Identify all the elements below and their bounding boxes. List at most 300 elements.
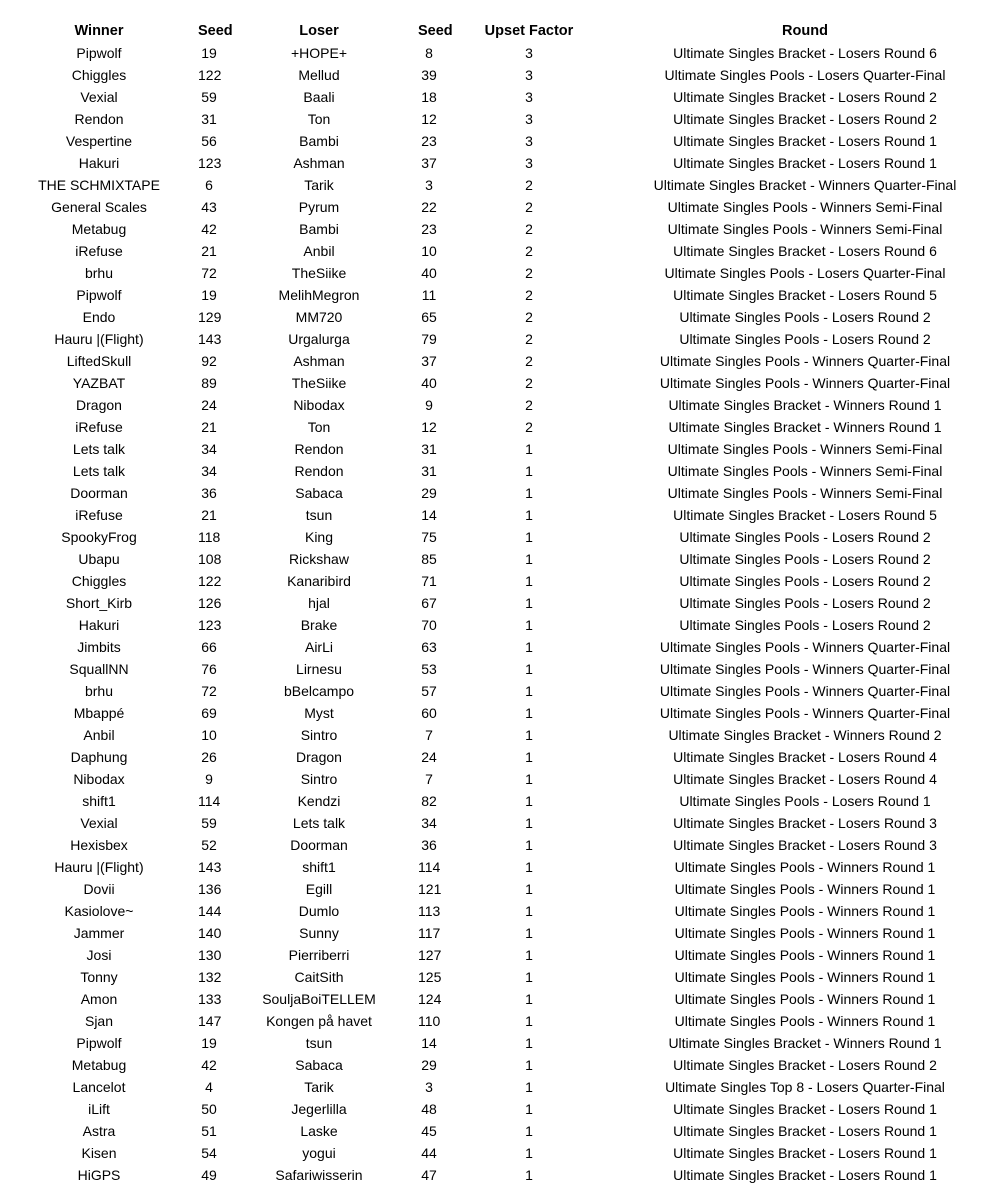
winner-cell: SquallNN: [69, 661, 129, 677]
loser-seed-cell: 34: [421, 815, 437, 831]
upset-factor-cell: 1: [525, 617, 533, 633]
winner-cell: iLift: [88, 1101, 110, 1117]
loser-seed-cell: 31: [421, 463, 437, 479]
loser-cell: Brake: [300, 617, 338, 633]
winner-seed-cell: 34: [201, 463, 217, 479]
upset-factor-cell: 1: [525, 573, 533, 589]
round-cell: Ultimate Singles Pools - Winners Quarter-Final: [659, 661, 951, 677]
winner-cell: Anbil: [83, 727, 115, 743]
loser-cell: Rickshaw: [289, 551, 349, 567]
round-cell: Ultimate Singles Bracket - Losers Round 1: [673, 1167, 937, 1183]
loser-seed-cell: 82: [421, 793, 437, 809]
loser-cell: Anbil: [303, 243, 335, 259]
round-cell: Ultimate Singles Bracket - Winners Round 2: [668, 727, 942, 743]
table-row: [0, 42, 992, 64]
table-row: [0, 702, 992, 724]
winner-cell: Rendon: [74, 111, 124, 127]
winner-seed-cell: 130: [198, 947, 222, 963]
table-row: [0, 724, 992, 746]
upset-factor-cell: 2: [525, 221, 533, 237]
table-row: [0, 966, 992, 988]
round-cell: Ultimate Singles Bracket - Losers Round 5: [673, 287, 937, 303]
winner-cell: Lets talk: [72, 463, 126, 479]
table-row: [0, 372, 992, 394]
upset-factor-cell: 1: [525, 1145, 533, 1161]
loser-seed-cell: 48: [421, 1101, 437, 1117]
round-cell: Ultimate Singles Bracket - Losers Round 4: [673, 771, 937, 787]
upset-factor-cell: 1: [525, 1035, 533, 1051]
upset-factor-cell: 1: [525, 529, 533, 545]
loser-seed-cell: 22: [421, 199, 437, 215]
loser-cell: Pierriberri: [288, 947, 350, 963]
table-row: [0, 438, 992, 460]
loser-seed-cell: 113: [418, 903, 441, 919]
table-row: [0, 988, 992, 1010]
round-cell: Ultimate Singles Pools - Winners Quarter-Final: [659, 375, 951, 391]
table-body: [0, 42, 992, 1186]
winner-cell: Metabug: [71, 1057, 127, 1073]
winner-seed-cell: 69: [201, 705, 217, 721]
loser-cell: Ashman: [293, 155, 345, 171]
upset-factor-cell: 2: [525, 397, 533, 413]
winner-seed-cell: 76: [201, 661, 217, 677]
round-cell: Ultimate Singles Pools - Winners Quarter-Final: [659, 639, 951, 655]
round-cell: Ultimate Singles Pools - Winners Quarter-Final: [659, 353, 951, 369]
table-row: [0, 284, 992, 306]
winner-seed-cell: 56: [201, 133, 217, 149]
winner-cell: brhu: [84, 683, 114, 699]
loser-seed-cell: 23: [421, 221, 437, 237]
winner-cell: Dovii: [83, 881, 115, 897]
loser-cell: Pyrum: [298, 199, 340, 215]
loser-cell: Kendzi: [297, 793, 341, 809]
winner-cell: Pipwolf: [76, 1035, 122, 1051]
winner-seed-cell: 72: [201, 683, 217, 699]
loser-seed-cell: 23: [421, 133, 437, 149]
loser-cell: Nibodax: [293, 397, 345, 413]
table-row: [0, 240, 992, 262]
winner-cell: Endo: [82, 309, 116, 325]
loser-cell: Dragon: [296, 749, 342, 765]
round-cell: Ultimate Singles Pools - Winners Round 1: [674, 859, 936, 875]
round-cell: Ultimate Singles Top 8 - Losers Quarter-Final: [665, 1079, 945, 1095]
loser-cell: Jegerlilla: [291, 1101, 347, 1117]
loser-seed-cell: 121: [418, 881, 442, 897]
header-winner-seed: Seed: [198, 23, 233, 39]
table-row: [0, 680, 992, 702]
winner-seed-cell: 108: [198, 551, 222, 567]
loser-seed-cell: 53: [421, 661, 437, 677]
upset-factor-cell: 1: [525, 639, 533, 655]
loser-cell: Lets talk: [292, 815, 346, 831]
loser-seed-cell: 124: [418, 991, 442, 1007]
upset-factor-cell: 1: [525, 837, 533, 853]
winner-seed-cell: 19: [201, 1035, 217, 1051]
upset-factor-cell: 1: [525, 1123, 533, 1139]
loser-cell: Baali: [303, 89, 335, 105]
round-cell: Ultimate Singles Bracket - Losers Round 3: [673, 837, 937, 853]
upset-factor-cell: 1: [525, 1057, 533, 1073]
winner-seed-cell: 114: [198, 793, 221, 809]
winner-cell: Chiggles: [71, 67, 127, 83]
round-cell: Ultimate Singles Bracket - Losers Round 1: [673, 1145, 937, 1161]
round-cell: Ultimate Singles Pools - Losers Round 2: [679, 551, 931, 567]
loser-cell: tsun: [305, 1035, 333, 1051]
loser-cell: Doorman: [290, 837, 348, 853]
winner-seed-cell: 92: [201, 353, 217, 369]
loser-cell: Mellud: [298, 67, 340, 83]
upset-factor-cell: 1: [525, 727, 533, 743]
winner-cell: Nibodax: [73, 771, 125, 787]
table-row: [0, 548, 992, 570]
winner-seed-cell: 132: [198, 969, 222, 985]
upset-factor-cell: 2: [525, 375, 533, 391]
winner-cell: Vexial: [80, 89, 118, 105]
loser-seed-cell: 70: [421, 617, 437, 633]
table-row: [0, 856, 992, 878]
table-row: [0, 416, 992, 438]
upset-factor-cell: 1: [525, 661, 533, 677]
round-cell: Ultimate Singles Pools - Losers Round 2: [679, 617, 931, 633]
winner-seed-cell: 136: [198, 881, 222, 897]
winner-cell: Amon: [80, 991, 118, 1007]
loser-cell: Sintro: [300, 771, 338, 787]
loser-seed-cell: 114: [418, 859, 441, 875]
header-winner: Winner: [74, 23, 124, 39]
table-row: [0, 1010, 992, 1032]
loser-seed-cell: 110: [418, 1013, 441, 1029]
loser-cell: AirLi: [304, 639, 333, 655]
winner-cell: YAZBAT: [72, 375, 126, 391]
loser-seed-cell: 10: [421, 243, 437, 259]
upset-factor-cell: 2: [525, 199, 533, 215]
table-row: [0, 86, 992, 108]
loser-seed-cell: 8: [425, 45, 433, 61]
table-row: [0, 174, 992, 196]
loser-seed-cell: 9: [425, 397, 433, 413]
winner-cell: Lets talk: [72, 441, 126, 457]
loser-seed-cell: 79: [421, 331, 437, 347]
loser-cell: Safariwisserin: [275, 1167, 363, 1183]
round-cell: Ultimate Singles Bracket - Losers Round 1: [673, 133, 937, 149]
loser-seed-cell: 14: [421, 1035, 437, 1051]
winner-seed-cell: 19: [201, 287, 217, 303]
winner-seed-cell: 123: [198, 617, 222, 633]
loser-seed-cell: 85: [421, 551, 437, 567]
table-row: [0, 328, 992, 350]
loser-cell: MM720: [295, 309, 343, 325]
winner-seed-cell: 21: [201, 243, 217, 259]
round-cell: Ultimate Singles Pools - Losers Round 2: [679, 309, 931, 325]
loser-cell: CaitSith: [294, 969, 344, 985]
loser-cell: Ton: [307, 111, 331, 127]
loser-cell: +HOPE+: [290, 45, 348, 61]
winner-seed-cell: 21: [201, 507, 217, 523]
upset-factor-cell: 1: [525, 925, 533, 941]
winner-seed-cell: 31: [201, 111, 217, 127]
loser-seed-cell: 67: [421, 595, 437, 611]
table-row: [0, 812, 992, 834]
round-cell: Ultimate Singles Bracket - Losers Round 4: [673, 749, 937, 765]
loser-seed-cell: 29: [421, 485, 437, 501]
loser-seed-cell: 12: [421, 419, 437, 435]
winner-cell: Tonny: [80, 969, 118, 985]
round-cell: Ultimate Singles Bracket - Losers Round 2: [673, 89, 937, 105]
round-cell: Ultimate Singles Pools - Losers Quarter-Final: [664, 265, 946, 281]
upset-factor-cell: 2: [525, 331, 533, 347]
winner-seed-cell: 143: [198, 331, 222, 347]
round-cell: Ultimate Singles Bracket - Winners Round 1: [668, 397, 942, 413]
winner-cell: Doorman: [70, 485, 128, 501]
winner-seed-cell: 143: [198, 859, 222, 875]
loser-seed-cell: 29: [421, 1057, 437, 1073]
loser-cell: bBelcampo: [283, 683, 355, 699]
round-cell: Ultimate Singles Pools - Winners Round 1: [674, 881, 936, 897]
upset-factor-cell: 3: [525, 89, 533, 105]
round-cell: Ultimate Singles Pools - Winners Semi-Final: [667, 441, 943, 457]
winner-cell: Vexial: [80, 815, 118, 831]
upset-factor-cell: 1: [525, 749, 533, 765]
table-row: [0, 746, 992, 768]
loser-seed-cell: 7: [425, 727, 433, 743]
upset-factor-cell: 1: [525, 903, 533, 919]
loser-cell: SouljaBoiTELLEM: [262, 991, 376, 1007]
header-round: Round: [782, 23, 828, 39]
upset-factor-cell: 2: [525, 419, 533, 435]
round-cell: Ultimate Singles Bracket - Losers Round 2: [673, 1057, 937, 1073]
loser-cell: Laske: [300, 1123, 338, 1139]
winner-cell: Hauru |(Flight): [54, 859, 144, 875]
table-row: [0, 394, 992, 416]
round-cell: Ultimate Singles Bracket - Losers Round 6: [673, 243, 937, 259]
winner-seed-cell: 144: [198, 903, 222, 919]
loser-cell: MelihMegron: [278, 287, 360, 303]
winner-cell: THE SCHMIXTAPE: [38, 177, 160, 193]
winner-seed-cell: 72: [201, 265, 217, 281]
winner-seed-cell: 52: [201, 837, 217, 853]
table-row: [0, 526, 992, 548]
round-cell: Ultimate Singles Pools - Winners Semi-Final: [667, 463, 943, 479]
loser-seed-cell: 18: [421, 89, 437, 105]
table-row: [0, 108, 992, 130]
loser-seed-cell: 44: [421, 1145, 437, 1161]
loser-cell: Sintro: [300, 727, 338, 743]
round-cell: Ultimate Singles Bracket - Losers Round 2: [673, 111, 937, 127]
winner-cell: iRefuse: [75, 507, 123, 523]
upset-factor-cell: 3: [525, 45, 533, 61]
winner-seed-cell: 42: [201, 1057, 217, 1073]
loser-cell: Bambi: [299, 133, 339, 149]
table-row: [0, 834, 992, 856]
winner-seed-cell: 49: [201, 1167, 217, 1183]
winner-cell: Pipwolf: [76, 45, 122, 61]
loser-seed-cell: 45: [421, 1123, 437, 1139]
loser-cell: yogui: [302, 1145, 336, 1161]
table-row: [0, 306, 992, 328]
loser-cell: Bambi: [299, 221, 339, 237]
winner-seed-cell: 59: [201, 89, 217, 105]
loser-cell: shift1: [302, 859, 336, 875]
loser-cell: Ashman: [293, 353, 345, 369]
upset-factor-cell: 1: [525, 1167, 533, 1183]
table-row: [0, 152, 992, 174]
loser-seed-cell: 40: [421, 265, 437, 281]
header-upset-factor: Upset Factor: [484, 23, 574, 39]
upset-factor-cell: 1: [525, 1079, 533, 1095]
table-row: [0, 1098, 992, 1120]
table-row: [0, 790, 992, 812]
upset-factor-cell: 1: [525, 1013, 533, 1029]
loser-cell: Tarik: [304, 1079, 334, 1095]
upset-factor-cell: 1: [525, 485, 533, 501]
upset-factor-cell: 1: [525, 595, 533, 611]
winner-seed-cell: 21: [201, 419, 217, 435]
loser-seed-cell: 36: [421, 837, 437, 853]
loser-seed-cell: 71: [421, 573, 437, 589]
loser-cell: hjal: [308, 595, 330, 611]
loser-seed-cell: 47: [421, 1167, 437, 1183]
winner-cell: Hakuri: [78, 155, 120, 171]
loser-seed-cell: 60: [421, 705, 437, 721]
table-row: [0, 1164, 992, 1186]
round-cell: Ultimate Singles Pools - Losers Round 2: [679, 595, 931, 611]
winner-seed-cell: 66: [201, 639, 217, 655]
upset-factor-cell: 2: [525, 243, 533, 259]
round-cell: Ultimate Singles Pools - Losers Round 2: [679, 573, 931, 589]
header-row: [0, 20, 992, 42]
winner-cell: Ubapu: [78, 551, 120, 567]
winner-seed-cell: 26: [201, 749, 217, 765]
winner-cell: iRefuse: [75, 419, 123, 435]
loser-cell: TheSiike: [291, 375, 347, 391]
upset-factor-cell: 1: [525, 463, 533, 479]
upset-factor-cell: 1: [525, 815, 533, 831]
winner-seed-cell: 129: [198, 309, 222, 325]
winner-seed-cell: 54: [201, 1145, 217, 1161]
round-cell: Ultimate Singles Pools - Losers Round 2: [679, 331, 931, 347]
round-cell: Ultimate Singles Pools - Winners Round 1: [674, 903, 936, 919]
winner-cell: Kasiolove~: [64, 903, 134, 919]
winner-cell: SpookyFrog: [61, 529, 137, 545]
loser-cell: Sabaca: [295, 485, 343, 501]
loser-cell: Tarik: [304, 177, 334, 193]
table-row: [0, 768, 992, 790]
winner-seed-cell: 118: [198, 529, 221, 545]
winner-seed-cell: 36: [201, 485, 217, 501]
winner-cell: shift1: [82, 793, 116, 809]
table-row: [0, 1054, 992, 1076]
upset-factor-cell: 1: [525, 969, 533, 985]
round-cell: Ultimate Singles Pools - Winners Semi-Final: [667, 221, 943, 237]
winner-cell: Kisen: [81, 1145, 117, 1161]
upset-factor-cell: 1: [525, 441, 533, 457]
table-row: [0, 1142, 992, 1164]
round-cell: Ultimate Singles Bracket - Losers Round 1: [673, 1101, 937, 1117]
winner-cell: Hauru |(Flight): [54, 331, 144, 347]
loser-seed-cell: 37: [421, 155, 437, 171]
winner-seed-cell: 50: [201, 1101, 217, 1117]
winner-cell: Metabug: [71, 221, 127, 237]
round-cell: Ultimate Singles Pools - Winners Round 1: [674, 925, 936, 941]
table-row: [0, 900, 992, 922]
table-row: [0, 196, 992, 218]
loser-cell: Myst: [304, 705, 334, 721]
round-cell: Ultimate Singles Pools - Winners Round 1: [674, 947, 936, 963]
loser-seed-cell: 57: [421, 683, 437, 699]
upset-factor-cell: 1: [525, 991, 533, 1007]
table-row: [0, 570, 992, 592]
loser-seed-cell: 125: [418, 969, 442, 985]
loser-seed-cell: 12: [421, 111, 437, 127]
loser-seed-cell: 63: [421, 639, 437, 655]
table-row: [0, 218, 992, 240]
loser-cell: Kanaribird: [287, 573, 351, 589]
loser-cell: King: [304, 529, 334, 545]
winner-cell: Dragon: [76, 397, 122, 413]
winner-seed-cell: 133: [198, 991, 222, 1007]
round-cell: Ultimate Singles Pools - Losers Round 2: [679, 529, 931, 545]
round-cell: Ultimate Singles Bracket - Losers Round 3: [673, 815, 937, 831]
winner-seed-cell: 34: [201, 441, 217, 457]
winner-seed-cell: 9: [205, 771, 213, 787]
winner-cell: Jimbits: [77, 639, 121, 655]
table-row: [0, 350, 992, 372]
table-row: [0, 944, 992, 966]
table-row: [0, 878, 992, 900]
winner-cell: Josi: [86, 947, 112, 963]
winner-cell: General Scales: [51, 199, 147, 215]
upset-factor-cell: 1: [525, 705, 533, 721]
table-row: [0, 658, 992, 680]
upset-factor-cell: 1: [525, 507, 533, 523]
upset-factor-cell: 3: [525, 155, 533, 171]
table-row: [0, 64, 992, 86]
loser-seed-cell: 65: [421, 309, 437, 325]
winner-cell: Hexisbex: [70, 837, 128, 853]
winner-seed-cell: 51: [201, 1123, 217, 1139]
round-cell: Ultimate Singles Bracket - Winners Round 1: [668, 419, 942, 435]
winner-seed-cell: 123: [198, 155, 222, 171]
winner-cell: Lancelot: [72, 1079, 126, 1095]
table-row: [0, 460, 992, 482]
loser-seed-cell: 11: [421, 287, 437, 303]
winner-seed-cell: 89: [201, 375, 217, 391]
upset-factor-cell: 2: [525, 177, 533, 193]
round-cell: Ultimate Singles Bracket - Winners Round 1: [668, 1035, 942, 1051]
winner-cell: Daphung: [70, 749, 128, 765]
table-row: [0, 262, 992, 284]
upsets-table: [0, 20, 992, 1186]
loser-cell: TheSiike: [291, 265, 347, 281]
winner-seed-cell: 122: [198, 573, 222, 589]
loser-seed-cell: 37: [421, 353, 437, 369]
winner-cell: Short_Kirb: [65, 595, 133, 611]
loser-seed-cell: 117: [418, 925, 441, 941]
round-cell: Ultimate Singles Pools - Winners Quarter-Final: [659, 705, 951, 721]
upset-factor-cell: 1: [525, 793, 533, 809]
table-row: [0, 1076, 992, 1098]
winner-seed-cell: 59: [201, 815, 217, 831]
loser-cell: Rendon: [294, 463, 344, 479]
round-cell: Ultimate Singles Pools - Winners Quarter-Final: [659, 683, 951, 699]
upset-factor-cell: 2: [525, 287, 533, 303]
upset-factor-cell: 3: [525, 133, 533, 149]
round-cell: Ultimate Singles Pools - Losers Round 1: [679, 793, 931, 809]
round-cell: Ultimate Singles Pools - Winners Semi-Final: [667, 199, 943, 215]
upset-factor-cell: 1: [525, 1101, 533, 1117]
round-cell: Ultimate Singles Bracket - Losers Round 1: [673, 155, 937, 171]
header-loser: Loser: [299, 23, 339, 39]
